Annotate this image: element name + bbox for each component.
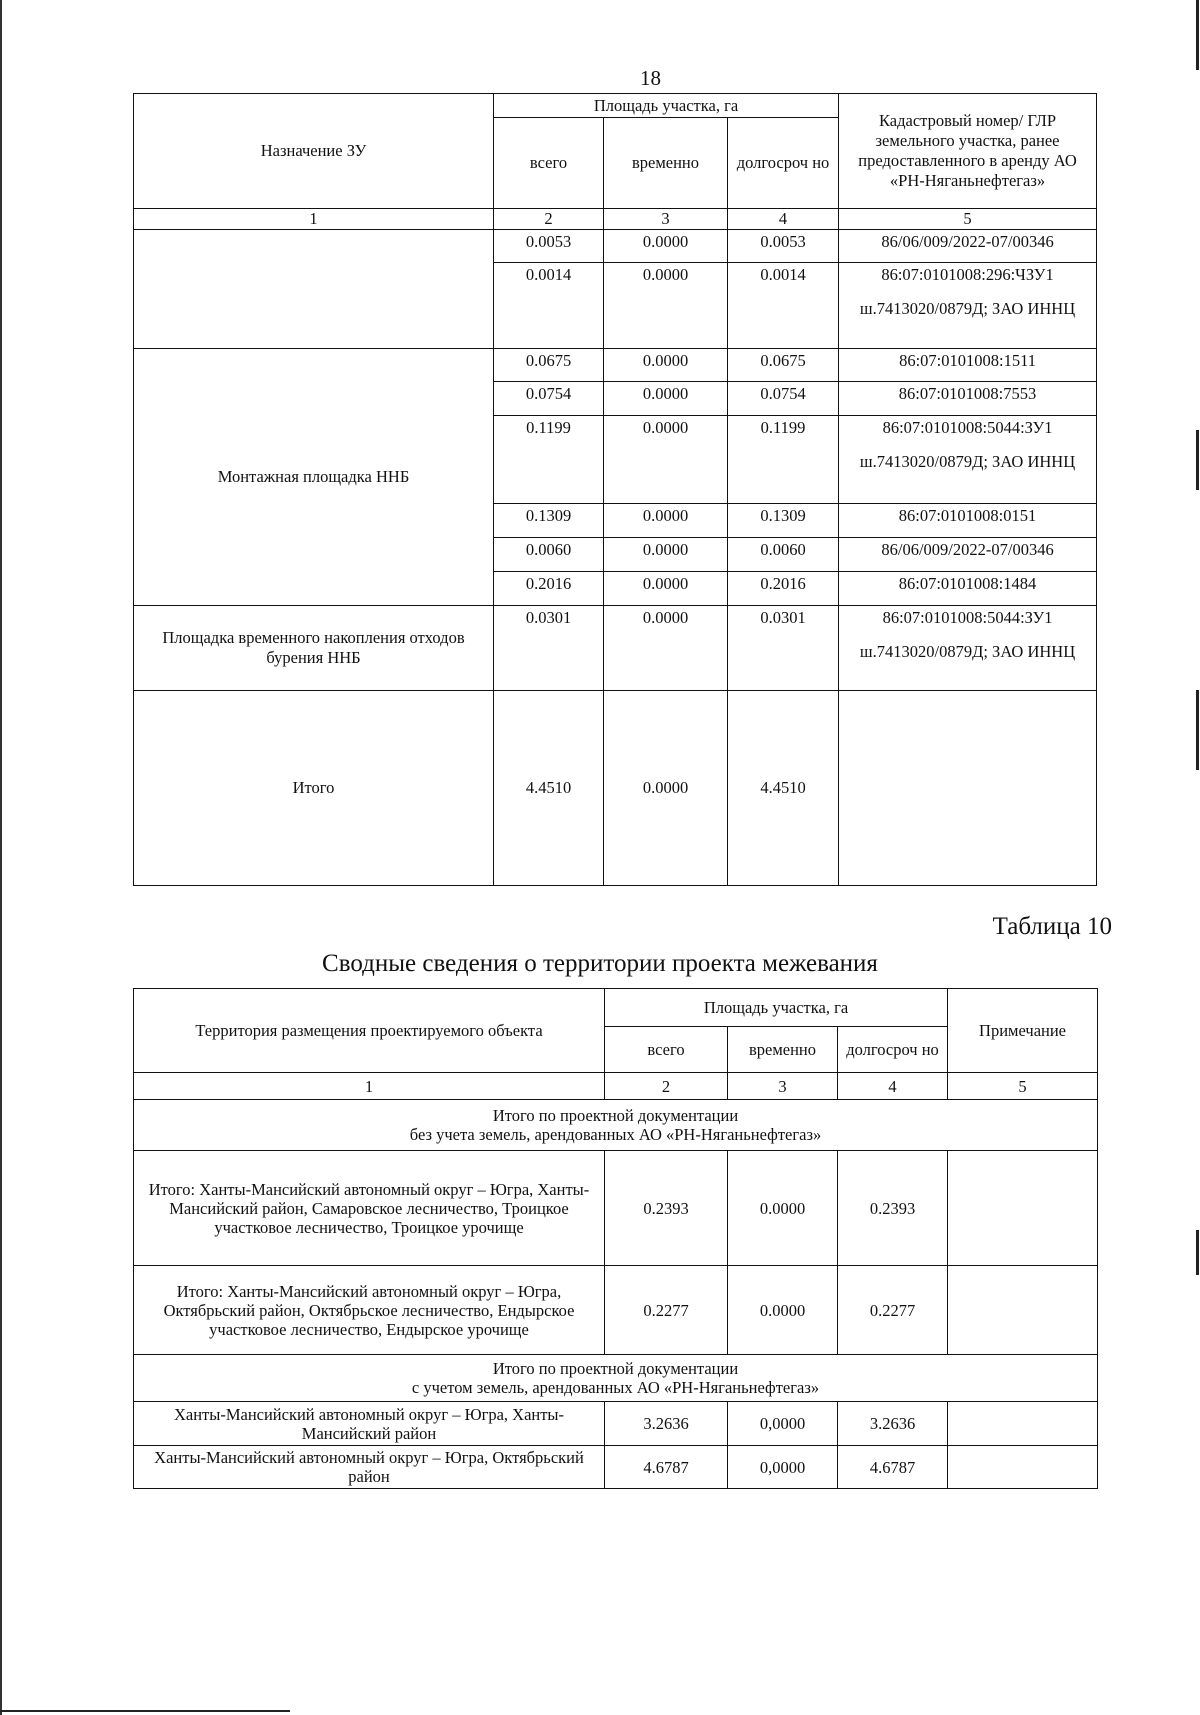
table-row xyxy=(134,1266,1098,1355)
table-row xyxy=(134,349,1097,382)
temporary-cell: 0,0000 xyxy=(728,1446,838,1489)
temporary-cell: 0.0000 xyxy=(604,349,728,382)
temporary-cell: 0.0000 xyxy=(604,538,728,572)
temporary-cell: 0,0000 xyxy=(728,1402,838,1446)
temporary-cell: 0.0000 xyxy=(728,1151,838,1266)
header-longterm: долгосроч но xyxy=(838,1027,948,1073)
column-number: 2 xyxy=(605,1073,728,1100)
cadastral-cell xyxy=(839,263,1097,349)
column-number: 1 xyxy=(134,209,494,230)
header-area-group: Площадь участка, га xyxy=(494,94,839,118)
section-header-line: с учетом земель, арендованных АО «РН-Няганьнефтегаз» xyxy=(411,1378,820,1397)
table-header-row xyxy=(134,94,1097,118)
cadastral-number: 86:07:0101008:5044:ЗУ1 xyxy=(882,608,1053,627)
total-cell: 4.6787 xyxy=(605,1446,728,1489)
scan-edge-mark xyxy=(1196,0,1199,70)
header-temporary: временно xyxy=(728,1027,838,1073)
column-number: 3 xyxy=(728,1073,838,1100)
header-total: всего xyxy=(605,1027,728,1073)
cadastral-cell: 86:07:0101008:7553 xyxy=(839,382,1097,416)
temporary-cell: 0.0000 xyxy=(604,416,728,504)
longterm-cell: 0.0301 xyxy=(728,606,839,691)
summary-table xyxy=(133,988,1098,1489)
cadastral-note: ш.7413020/0879Д; ЗАО ИННЦ xyxy=(859,452,1076,471)
table-row xyxy=(134,1402,1098,1446)
column-number: 1 xyxy=(134,1073,605,1100)
section-header xyxy=(134,1355,1098,1402)
total-cell: 0.0301 xyxy=(494,606,604,691)
page-number: 18 xyxy=(640,66,661,90)
column-number-row xyxy=(134,1073,1098,1100)
temporary-cell: 0.0000 xyxy=(604,504,728,538)
total-cell: 4.4510 xyxy=(494,691,604,886)
column-number: 4 xyxy=(728,209,839,230)
longterm-cell: 4.4510 xyxy=(728,691,839,886)
scan-edge-mark xyxy=(1196,430,1199,490)
total-cell: 0.0675 xyxy=(494,349,604,382)
territory-cell: Ханты-Мансийский автономный округ – Югра, Октябрьский район xyxy=(134,1446,605,1489)
territory-cell: Ханты-Мансийский автономный округ – Югра, Ханты-Мансийский район xyxy=(134,1402,605,1446)
total-cell: 0.0053 xyxy=(494,230,604,263)
cadastral-cell: 86/06/009/2022-07/00346 xyxy=(839,538,1097,572)
note-cell xyxy=(948,1446,1098,1489)
cadastral-cell xyxy=(839,606,1097,691)
section-header-line: Итого по проектной документации xyxy=(492,1106,739,1125)
cadastral-cell: 86:07:0101008:1511 xyxy=(839,349,1097,382)
table-row xyxy=(134,606,1097,691)
longterm-cell: 0.1199 xyxy=(728,416,839,504)
total-cell: 0.0754 xyxy=(494,382,604,416)
header-area-group: Площадь участка, га xyxy=(605,989,948,1027)
total-cell: 0.0060 xyxy=(494,538,604,572)
cadastral-note: ш.7413020/0879Д; ЗАО ИННЦ xyxy=(859,299,1076,318)
table-row xyxy=(134,1151,1098,1266)
cadastral-cell: 86:07:0101008:1484 xyxy=(839,572,1097,606)
temporary-cell: 0.0000 xyxy=(604,230,728,263)
header-temporary: временно xyxy=(604,118,728,209)
header-total: всего xyxy=(494,118,604,209)
group-label-waste: Площадка временного накопления отходов бурения ННБ xyxy=(134,606,494,691)
longterm-cell: 0.2277 xyxy=(838,1266,948,1355)
column-number-row xyxy=(134,209,1097,230)
total-cell: 0.2277 xyxy=(605,1266,728,1355)
cadastral-number: 86:07:0101008:296:ЧЗУ1 xyxy=(881,265,1054,284)
section-header-line: без учета земель, арендованных АО «РН-Няганьнефтегаз» xyxy=(409,1125,822,1144)
scan-edge-mark xyxy=(0,1710,290,1712)
section-header-row xyxy=(134,1100,1098,1151)
longterm-cell: 0.0060 xyxy=(728,538,839,572)
total-cell: 3.2636 xyxy=(605,1402,728,1446)
column-number: 3 xyxy=(604,209,728,230)
total-row xyxy=(134,691,1097,886)
total-cell: 0.1199 xyxy=(494,416,604,504)
land-plots-table xyxy=(133,93,1097,886)
column-number: 4 xyxy=(838,1073,948,1100)
longterm-cell: 4.6787 xyxy=(838,1446,948,1489)
cadastral-cell xyxy=(839,416,1097,504)
cadastral-cell: 86/06/009/2022-07/00346 xyxy=(839,230,1097,263)
longterm-cell: 0.0014 xyxy=(728,263,839,349)
column-number: 5 xyxy=(839,209,1097,230)
cadastral-cell-empty xyxy=(839,691,1097,886)
section-header xyxy=(134,1100,1098,1151)
cadastral-number: 86:07:0101008:5044:ЗУ1 xyxy=(882,418,1053,437)
table-label: Таблица 10 xyxy=(992,913,1112,940)
scan-edge-mark xyxy=(1196,1230,1199,1275)
scan-edge-line xyxy=(0,0,2,1715)
table-title: Сводные сведения о территории проекта межевания xyxy=(322,950,878,977)
longterm-cell: 0.2393 xyxy=(838,1151,948,1266)
note-cell xyxy=(948,1151,1098,1266)
territory-cell: Итого: Ханты-Мансийский автономный округ – Югра, Октябрьский район, Октябрьское лесничество, Ендырское участковое лесничество, Ендырское урочище xyxy=(134,1266,605,1355)
table-row xyxy=(134,1446,1098,1489)
temporary-cell: 0.0000 xyxy=(604,263,728,349)
temporary-cell: 0.0000 xyxy=(604,691,728,886)
header-longterm: долгосроч но xyxy=(728,118,839,209)
longterm-cell: 0.2016 xyxy=(728,572,839,606)
total-cell: 0.2016 xyxy=(494,572,604,606)
header-purpose: Назначение ЗУ xyxy=(134,94,494,209)
group-label-mounting: Монтажная площадка ННБ xyxy=(134,349,494,606)
cadastral-note: ш.7413020/0879Д; ЗАО ИННЦ xyxy=(859,642,1076,661)
column-number: 2 xyxy=(494,209,604,230)
scan-edge-mark xyxy=(1196,690,1199,770)
header-cadastral: Кадастровый номер/ ГЛР земельного участка, ранее предоставленного в аренду АО «РН-Няганьнефтегаз» xyxy=(839,94,1097,209)
column-number: 5 xyxy=(948,1073,1098,1100)
total-cell: 0.2393 xyxy=(605,1151,728,1266)
longterm-cell: 0.0053 xyxy=(728,230,839,263)
total-cell: 0.1309 xyxy=(494,504,604,538)
table-row xyxy=(134,230,1097,263)
temporary-cell: 0.0000 xyxy=(604,606,728,691)
purpose-cell-empty xyxy=(134,230,494,349)
header-note: Примечание xyxy=(948,989,1098,1073)
header-territory: Территория размещения проектируемого объекта xyxy=(134,989,605,1073)
section-header-row xyxy=(134,1355,1098,1402)
longterm-cell: 3.2636 xyxy=(838,1402,948,1446)
cadastral-cell: 86:07:0101008:0151 xyxy=(839,504,1097,538)
territory-cell: Итого: Ханты-Мансийский автономный округ – Югра, Ханты-Мансийский район, Самаровское лесничество, Троицкое участковое лесничество, Троицкое урочище xyxy=(134,1151,605,1266)
section-header-line: Итого по проектной документации xyxy=(492,1359,739,1378)
longterm-cell: 0.0754 xyxy=(728,382,839,416)
longterm-cell: 0.0675 xyxy=(728,349,839,382)
total-cell: 0.0014 xyxy=(494,263,604,349)
longterm-cell: 0.1309 xyxy=(728,504,839,538)
temporary-cell: 0.0000 xyxy=(604,382,728,416)
note-cell xyxy=(948,1266,1098,1355)
note-cell xyxy=(948,1402,1098,1446)
table-header-row xyxy=(134,989,1098,1027)
temporary-cell: 0.0000 xyxy=(728,1266,838,1355)
total-label: Итого xyxy=(134,691,494,886)
temporary-cell: 0.0000 xyxy=(604,572,728,606)
